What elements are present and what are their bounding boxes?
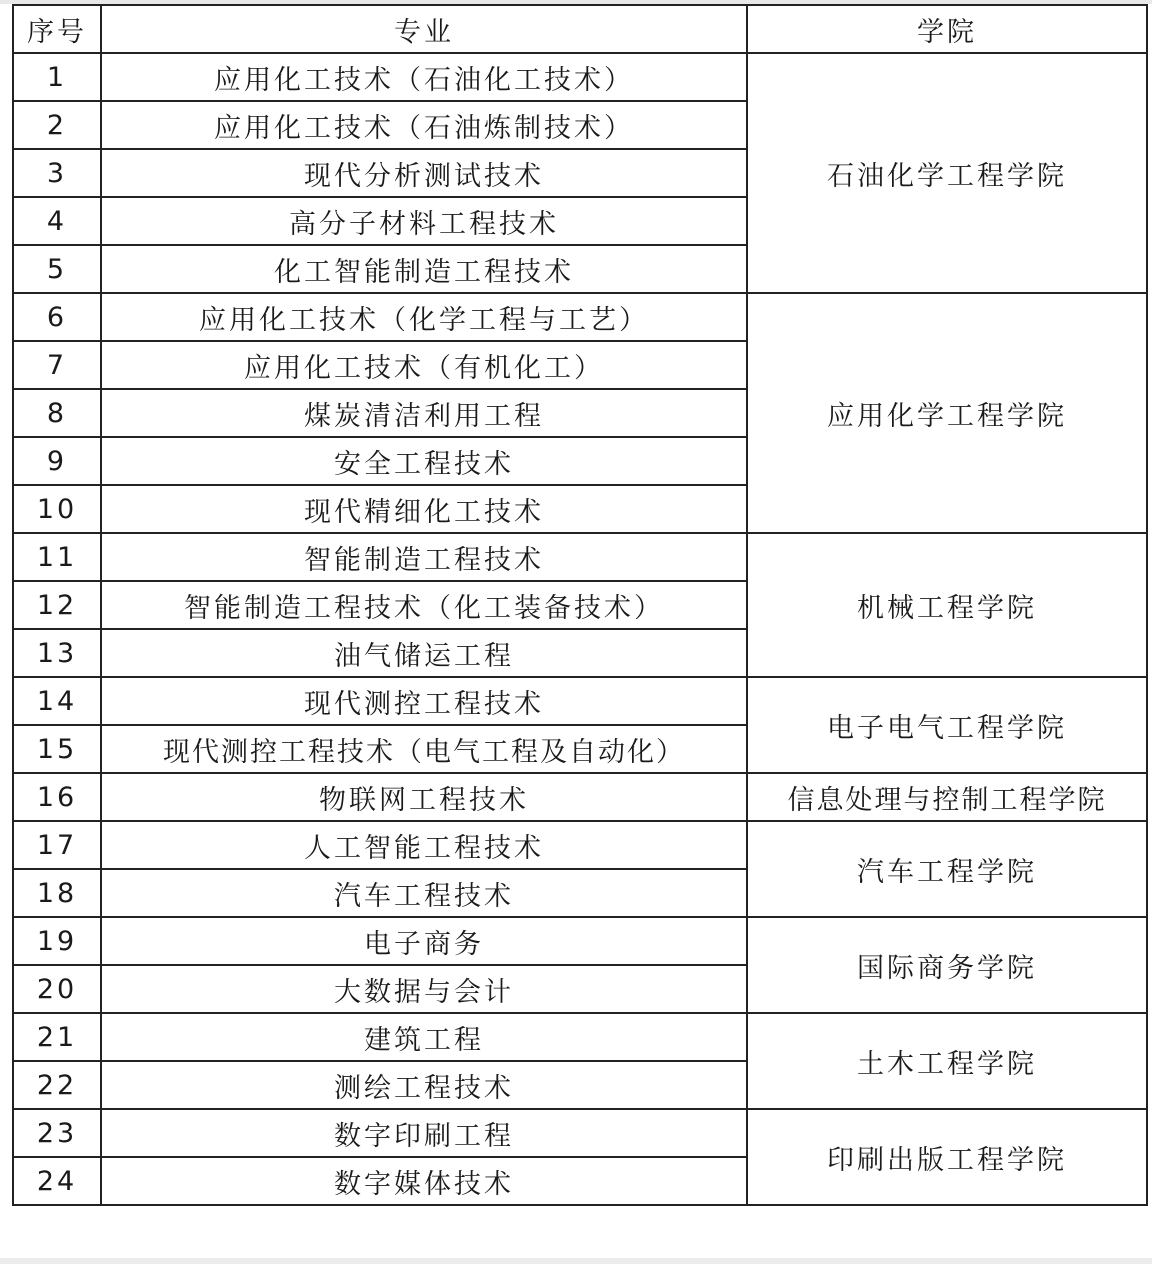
college-cell: 印刷出版工程学院	[747, 1109, 1147, 1205]
major-cell: 人工智能工程技术	[101, 821, 747, 869]
row-number: 12	[13, 581, 101, 629]
table-row	[13, 1013, 1147, 1061]
college-cell: 信息处理与控制工程学院	[747, 773, 1147, 821]
row-number: 2	[13, 101, 101, 149]
majors-table	[12, 4, 1148, 1206]
row-number: 18	[13, 869, 101, 917]
major-cell: 物联网工程技术	[101, 773, 747, 821]
major-cell: 汽车工程技术	[101, 869, 747, 917]
college-cell: 土木工程学院	[747, 1013, 1147, 1109]
table-row	[13, 533, 1147, 581]
row-number: 23	[13, 1109, 101, 1157]
row-number: 16	[13, 773, 101, 821]
major-cell: 智能制造工程技术	[101, 533, 747, 581]
table-row	[13, 293, 1147, 341]
table-row	[13, 53, 1147, 101]
major-cell: 现代测控工程技术（电气工程及自动化）	[101, 725, 747, 773]
major-cell: 煤炭清洁利用工程	[101, 389, 747, 437]
major-cell: 测绘工程技术	[101, 1061, 747, 1109]
major-cell: 电子商务	[101, 917, 747, 965]
row-number: 24	[13, 1157, 101, 1205]
major-cell: 化工智能制造工程技术	[101, 245, 747, 293]
row-number: 8	[13, 389, 101, 437]
row-number: 17	[13, 821, 101, 869]
major-cell: 高分子材料工程技术	[101, 197, 747, 245]
table-row	[13, 773, 1147, 821]
row-number: 14	[13, 677, 101, 725]
row-number: 6	[13, 293, 101, 341]
major-cell: 安全工程技术	[101, 437, 747, 485]
college-cell: 汽车工程学院	[747, 821, 1147, 917]
major-cell: 数字媒体技术	[101, 1157, 747, 1205]
table-row	[13, 821, 1147, 869]
major-cell: 智能制造工程技术（化工装备技术）	[101, 581, 747, 629]
major-cell: 现代分析测试技术	[101, 149, 747, 197]
major-cell: 应用化工技术（石油炼制技术）	[101, 101, 747, 149]
row-number: 13	[13, 629, 101, 677]
major-cell: 建筑工程	[101, 1013, 747, 1061]
row-number: 19	[13, 917, 101, 965]
row-number: 3	[13, 149, 101, 197]
college-cell: 石油化学工程学院	[747, 53, 1147, 293]
row-number: 11	[13, 533, 101, 581]
college-cell: 应用化学工程学院	[747, 293, 1147, 533]
row-number: 10	[13, 485, 101, 533]
college-cell: 电子电气工程学院	[747, 677, 1147, 773]
row-number: 22	[13, 1061, 101, 1109]
table-row	[13, 1109, 1147, 1157]
row-number: 1	[13, 53, 101, 101]
table-row	[13, 917, 1147, 965]
major-cell: 应用化工技术（石油化工技术）	[101, 53, 747, 101]
row-number: 20	[13, 965, 101, 1013]
header-row	[13, 5, 1147, 53]
major-cell: 现代精细化工技术	[101, 485, 747, 533]
major-cell: 现代测控工程技术	[101, 677, 747, 725]
major-cell: 应用化工技术（有机化工）	[101, 341, 747, 389]
major-cell: 大数据与会计	[101, 965, 747, 1013]
header-college: 学院	[747, 5, 1147, 53]
header-major: 专业	[101, 5, 747, 53]
row-number: 7	[13, 341, 101, 389]
header-index: 序号	[13, 5, 101, 53]
college-cell: 机械工程学院	[747, 533, 1147, 677]
row-number: 21	[13, 1013, 101, 1061]
table-row	[13, 677, 1147, 725]
major-cell: 应用化工技术（化学工程与工艺）	[101, 293, 747, 341]
row-number: 15	[13, 725, 101, 773]
college-cell: 国际商务学院	[747, 917, 1147, 1013]
major-cell: 油气储运工程	[101, 629, 747, 677]
major-cell: 数字印刷工程	[101, 1109, 747, 1157]
grid-edge-bottom	[0, 1258, 1152, 1264]
row-number: 9	[13, 437, 101, 485]
row-number: 4	[13, 197, 101, 245]
row-number: 5	[13, 245, 101, 293]
